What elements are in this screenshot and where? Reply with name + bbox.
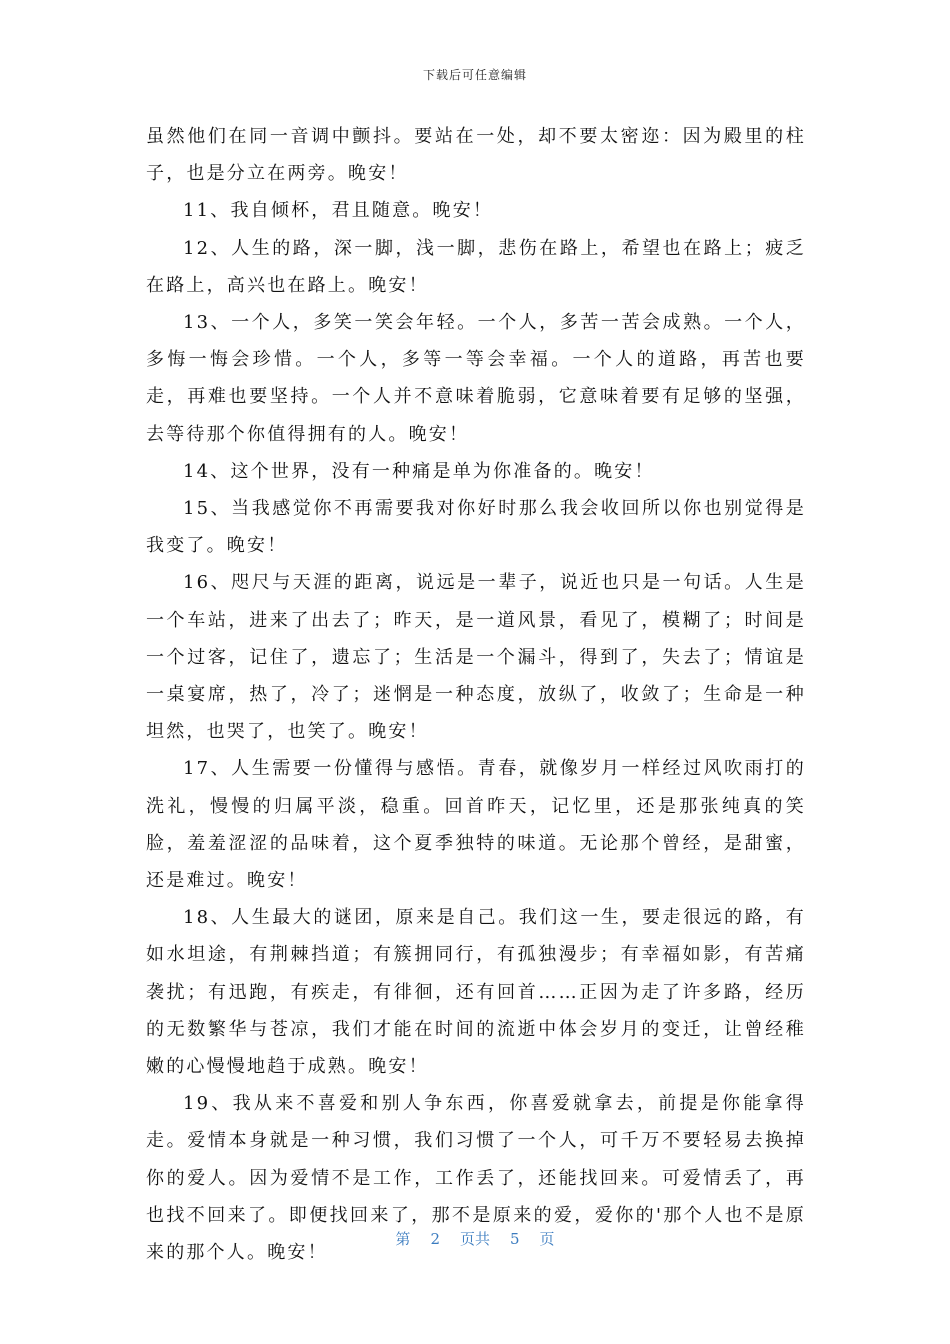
paragraph-15: 15、当我感觉你不再需要我对你好时那么我会收回所以你也别觉得是我变了。晚安！ — [146, 498, 806, 557]
paragraph-12: 12、人生的路，深一脚，浅一脚，悲伤在路上，希望也在路上；疲乏在路上，高兴也在路上。晚安！ — [146, 237, 806, 296]
paragraph-17: 17、人生需要一份懂得与感悟。青春，就像岁月一样经过风吹雨打的洗礼，慢慢的归属平淡，稳重。回首昨天，记忆里，还是那张纯真的笑脸，羞羞涩涩的品味着，这个夏季独特的味道。无论那个曾经，是甜蜜，还是难过。晚安！ — [146, 758, 806, 892]
current-page-number: 2 — [430, 1230, 440, 1248]
paragraph-14: 14、这个世界，没有一种痛是单为你准备的。晚安！ — [183, 460, 655, 482]
page-header: 下载后可任意编辑 — [422, 68, 527, 82]
paragraph-11: 11、我自倾杯，君且随意。晚安！ — [183, 200, 494, 222]
footer-suffix: 页 — [539, 1230, 555, 1248]
footer-middle: 页共 — [459, 1230, 490, 1248]
paragraph-18: 18、人生最大的谜团，原来是自己。我们这一生，要走很远的路，有如水坦途，有荆棘挡道；有簇拥同行，有孤独漫步；有幸福如影，有苦痛袭扰；有迅跑，有疾走，有徘徊，还有回首……正因为走了许多路，经历的无数繁华与苍凉，我们才能在时间的流逝中体会岁月的变迁，让曾经稚嫩的心慢慢地趋于成熟。晚安！ — [146, 907, 806, 1078]
paragraph-13: 13、一个人，多笑一笑会年轻。一个人，多苦一苦会成熟。一个人，多悔一悔会珍惜。一个人，多等一等会幸福。一个人的道路，再苦也要走，再难也要坚持。一个人并不意味着脆弱，它意味着要有足够的坚强，去等待那个你值得拥有的人。晚安！ — [146, 312, 806, 445]
paragraph-continued: 虽然他们在同一音调中颤抖。要站在一处，却不要太密迩：因为殿里的柱子，也是分立在两旁。晚安！ — [146, 126, 806, 185]
paragraph-19: 19、我从来不喜爱和别人争东西，你喜爱就拿去，前提是你能拿得走。爱情本身就是一种习惯，我们习惯了一个人，可千万不要轻易去换掉你的爱人。因为爱情不是工作，工作丢了，还能找回来。可爱情丢了，再也找不回来了。即便找回来了，那不是原来的爱，爱你的'那个人也不是原来的那个人。晚安！ — [146, 1093, 806, 1264]
page-footer — [0, 1228, 950, 1249]
document-body — [146, 118, 806, 1271]
total-page-count: 5 — [510, 1230, 520, 1248]
footer-prefix: 第 — [395, 1230, 411, 1248]
paragraph-16: 16、咫尺与天涯的距离，说远是一辈子，说近也只是一句话。人生是一个车站，进来了出去了；昨天，是一道风景，看见了，模糊了；时间是一个过客，记住了，遗忘了；生活是一个漏斗，得到了，失去了；情谊是一桌宴席，热了，冷了；迷惘是一种态度，放纵了，收敛了；生命是一种坦然，也哭了，也笑了。晚安！ — [146, 572, 806, 743]
